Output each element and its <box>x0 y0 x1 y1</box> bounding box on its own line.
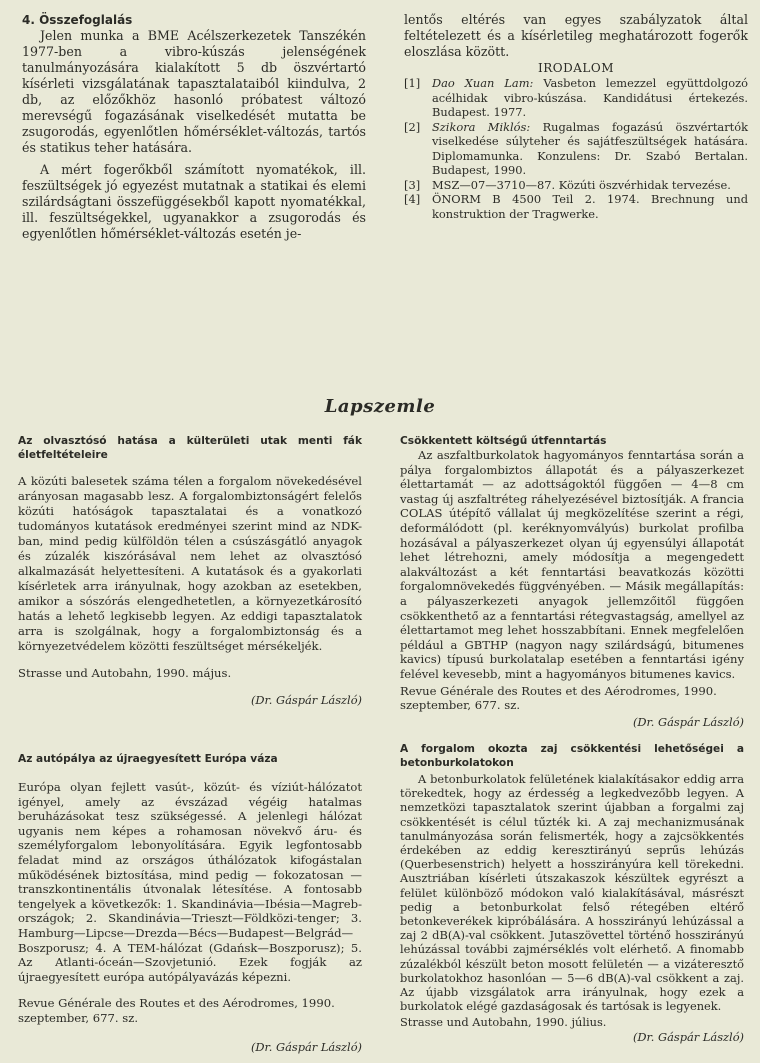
reference-text: Rugalmas fogazású öszvértartók viselkedése súlyteher és sajátfeszültségek hatására. Diplomamunka. Konzulens: Dr. Szabó Bertalan. Budapest, 1990. <box>432 119 748 177</box>
reference-text: Vasbeton lemezzel együttdolgozó acélhidak vibro-kúszása. Kandidátusi értekezés. Budapest. 1977. <box>432 76 748 119</box>
reference-text: ÖNORM B 4500 Teil 2. 1974. Brechnung und konstruktion der Tragwerke. <box>432 192 748 221</box>
article-source: Strasse und Autobahn, 1990. május. <box>18 666 232 680</box>
article-title: Csökkentett költségű útfenntartás <box>400 435 607 447</box>
article-body: Európa olyan fejlett vasút-, közút- és víziút-hálózatot igényel, amely az évszázad végéig hatalmas beruházásokat tesz szükségessé. A jelenlegi hálózat ugyanis nem képes a rohamosan növekvő áru- és személyforgalom lebonyolítására. Egyik legfontosabb feladat mind az országos úthálózatok kifogástalan működésének biztosítása, mind pedig — fokozatosan — transzkontinentális útvonalak létesítése. A fontosabb tengelyek a következők: 1. Skandinávia—Ibésia—Magreb-országok; 2. Skandinávia—Trieszt—Földközi-tenger; 3. Hamburg—Lipcse—Drezda—Bécs—Budapest—Belgrád—Boszporusz; 4. A TEM-hálózat (Gdańsk—Boszporusz); 5. Az Atlanti-óceán—Szovjetunió. Ezek fogják az újraegyesített európa autópályavázás képezni. <box>18 780 362 984</box>
section-title: Lapszemle <box>324 396 436 417</box>
reference-text: MSZ—07—3710—87. Közúti öszvérhidak tervezése. <box>432 177 731 192</box>
article-title: Az olvasztósó hatása a külterületi utak menti fák életfeltételeire <box>18 435 362 461</box>
reference-item <box>404 178 748 193</box>
article-body: Az aszfaltburkolatok hagyományos fenntartása során a pálya forgalombiztos állapotát és a pályaszerkezet élettartamát — az adottságoktól függően — 4—8 cm vastag új aszfaltréteg ráhelyezésével biztosítják. A francia COLAS útépítő vállalat új megközelítése szerint a régi, deformálódott (pl. keréknyomvályús) burkolat profilba hozásával a pályaszerkezet olyan új egyensúlyi állapotát lehet létrehozni, amely módosítja a megengedett alakváltozást a két fenntartási beavatkozás közötti forgalomnövekedés függvényében. — Másik megállapítás: a pályaszerkezeti anyagok jellemzőitől függően csökkenthető az a fenntartási rétegvastagság, amellyel az élettartamot meg lehet hosszabbítani. Ennek megfelelően például a GBTHP (nagyon nagy szilárdságú, bitumenes kavics) típusú burkolatalap esetében a fenntartási igény felével kevesebb, mint a hagyományos bitumenes kavics. <box>400 448 744 681</box>
references-heading: IRODALOM <box>538 61 614 75</box>
reference-item <box>404 192 748 221</box>
article-title: Az autópálya az újraegyesített Európa váza <box>18 753 278 765</box>
reference-number: [2] <box>404 119 421 134</box>
summary-paragraph-1: Jelen munka a BME Acélszerkezetek Tanszékén 1977-ben a vibro-kúszás jelenségének tanulmányozására kialakított 5 db öszvértartó kísérleti vizsgálatának tapasztalataiból kiindulva, 2 db, az előzőkhöz hasonló próbatest változó merevségű fogazásának viselkedését mutatta be zsugorodás, egyenlőtlen hőmérséklet-változás, tartós és statikus teher hatására. <box>22 28 366 155</box>
article-body: A közúti balesetek száma télen a forgalom növekedésével arányosan magasabb lesz. A forgalombiztonságért felelős közúti hatóságok tapasztalatai és a vonatkozó tudományos kutatások eredményei szerint mind az NDK-ban, mind pedig külföldön télen a csúszásgátló anyagok és zúzalék kiszórásával nem lehet az olvasztósó alkalmazását helyettesíteni. A kutatások és a gyakorlati kísérletek arra irányulnak, hogy azokban az esetekben, amikor a sószórás elengedhetetlen, a környezetkárosító hatás a lehető legkisebb legyen. Az eddigi tapasztalatok arra is szolgálnak, hogy a forgalombiztonság és a környezetvédelem közötti feszültséget mérsékeljék. <box>18 474 362 653</box>
summary-paragraph-2-continued: lentős eltérés van egyes szabályzatok által feltételezett és a kísérletileg meghatározott fogerők eloszlása között. <box>404 12 748 59</box>
reference-list <box>404 76 748 221</box>
reference-number: [1] <box>404 76 421 90</box>
reference-author: Dao Xuan Lam: <box>432 76 534 90</box>
article-source: Revue Générale des Routes et des Aérodromes, 1990. szeptember, 677. sz. <box>18 996 335 1025</box>
article-signature: (Dr. Gáspár László) <box>632 1029 744 1044</box>
summary-heading: 4. Összefoglalás <box>22 13 133 27</box>
summary-column <box>22 12 366 242</box>
article-signature: (Dr. Gáspár László) <box>250 693 362 707</box>
reference-item <box>404 120 748 178</box>
article-signature: (Dr. Gáspár László) <box>632 714 744 729</box>
article-body: A betonburkolatok felületének kialakításakor eddig arra törekedtek, hogy az érdesség a legkedvezőbb legyen. A nemzetközi tapasztalatok szerint újabban a forgalmi zaj csökkentését is célul tűzték ki. A zaj mechanizmusának tanulmányozása során felismerték, hogy a zajcsökkentés érdekében az eddig keresztirányú seprűs lehúzás (Querbesenstrich) helyett a hosszirányúra kell törekedni. Ausztriában kísérleti útszakaszok készültek egyrészt a felület különböző módokon való kialakításával, másrészt pedig a betonburkolat felső rétegében eltérő betonkeverékek kipróbálására. A hosszirányú lehúzással a zaj 2 dB(A)-val csökkent. Jutaszövettel történő hosszirányú lehúzással további zajmérséklés volt elérhető. A finomabb zúzalékból készült beton mosott felületén — a vizáteresztő burkolatokhoz hasonlóan — 5—6 dB(A)-val csökkent a zaj. Az újabb vizsgálatok arra irányulnak, hogy ezek a burkolatok elégé gazdaságosak és tartósak is legyenek. <box>400 772 744 1014</box>
article-noise <box>400 742 744 1044</box>
references-column <box>404 12 748 221</box>
article-source: Revue Générale des Routes et des Aérodromes, 1990. szeptember, 677. sz. <box>400 683 717 713</box>
summary-paragraph-2: A mért fogerőkből számított nyomatékok, ill. feszültségek jó egyezést mutatnak a statikai és elemi szilárdságtani összefüggésekből kapott nyomatékkal, ill. feszültségekkel, ugyanakkor a zsugorodás és egyenlőtlen hőmérséklet-változás esetén je- <box>22 162 366 241</box>
article-title: A forgalom okozta zaj csökkentési lehetőségei a betonburkolatokon <box>400 743 744 769</box>
article-maintenance <box>400 434 744 729</box>
article-salt <box>18 434 362 708</box>
reference-number: [3] <box>404 177 421 192</box>
article-motorway <box>18 752 362 1054</box>
reference-item <box>404 76 748 120</box>
article-signature: (Dr. Gáspár László) <box>250 1039 362 1054</box>
article-source: Strasse und Autobahn, 1990. július. <box>400 1015 607 1030</box>
reference-number: [4] <box>404 192 421 206</box>
reference-author: Szikora Miklós: <box>432 119 531 134</box>
